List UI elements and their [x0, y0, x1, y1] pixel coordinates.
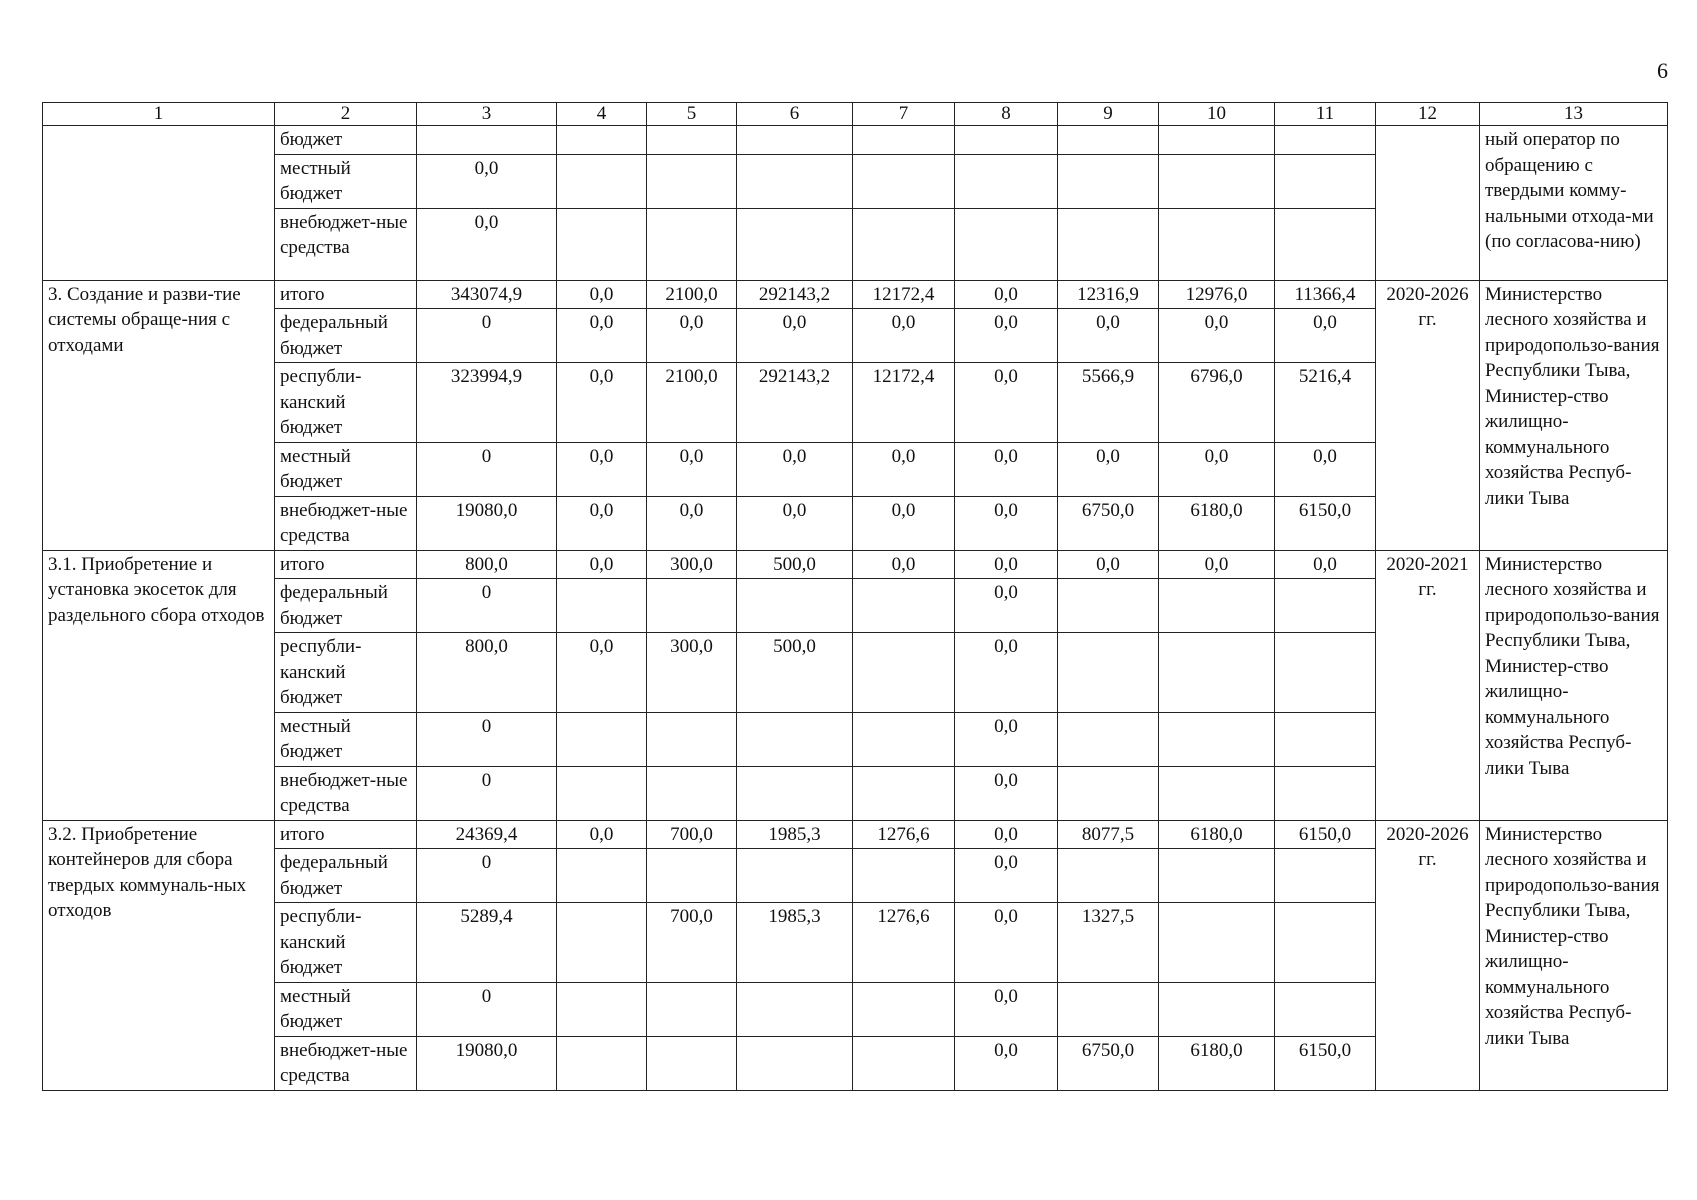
amount-cell	[1275, 208, 1376, 280]
amount-cell: 6180,0	[1159, 496, 1275, 550]
amount-cell	[853, 982, 955, 1036]
amount-cell	[853, 849, 955, 903]
column-header: 10	[1159, 103, 1275, 126]
amount-cell	[557, 579, 647, 633]
amount-cell	[1058, 849, 1159, 903]
period-cell	[1376, 126, 1480, 281]
amount-cell: 0,0	[955, 982, 1058, 1036]
responsible-cell: Министерство лесного хозяйства и природопользо-вания Республики Тыва, Министер-ство жилищно-коммунального хозяйства Респуб-лики Тыва	[1480, 280, 1668, 550]
amount-cell	[853, 154, 955, 208]
amount-cell	[1058, 712, 1159, 766]
amount-cell	[1159, 849, 1275, 903]
amount-cell: 0,0	[1159, 442, 1275, 496]
amount-cell: 0,0	[955, 579, 1058, 633]
amount-cell: 5216,4	[1275, 363, 1376, 443]
amount-cell: 0,0	[557, 309, 647, 363]
amount-cell: 0,0	[955, 280, 1058, 309]
amount-cell: 0,0	[853, 309, 955, 363]
amount-cell: 0,0	[417, 154, 557, 208]
table-row	[43, 126, 1668, 155]
amount-cell: 0	[417, 309, 557, 363]
amount-cell: 0,0	[647, 496, 737, 550]
amount-cell	[853, 712, 955, 766]
amount-cell: 300,0	[647, 633, 737, 713]
amount-cell: 0,0	[1058, 442, 1159, 496]
amount-cell: 0,0	[1058, 309, 1159, 363]
amount-cell: 0	[417, 849, 557, 903]
column-header: 6	[737, 103, 853, 126]
amount-cell: 5566,9	[1058, 363, 1159, 443]
activity-cell: 3.2. Приобретение контейнеров для сбора твердых коммуналь-ных отходов	[43, 820, 275, 1090]
amount-cell	[1058, 208, 1159, 280]
funding-source: итого	[275, 550, 417, 579]
amount-cell: 323994,9	[417, 363, 557, 443]
amount-cell: 8077,5	[1058, 820, 1159, 849]
funding-source: местный бюджет	[275, 982, 417, 1036]
period-cell: 2020-2026 гг.	[1376, 820, 1480, 1090]
column-header: 1	[43, 103, 275, 126]
amount-cell: 500,0	[737, 550, 853, 579]
amount-cell	[1058, 579, 1159, 633]
amount-cell: 0,0	[557, 496, 647, 550]
amount-cell	[737, 849, 853, 903]
amount-cell	[1058, 633, 1159, 713]
amount-cell	[647, 579, 737, 633]
amount-cell: 700,0	[647, 820, 737, 849]
amount-cell: 0,0	[955, 363, 1058, 443]
amount-cell	[737, 982, 853, 1036]
amount-cell: 1985,3	[737, 820, 853, 849]
amount-cell: 12976,0	[1159, 280, 1275, 309]
amount-cell: 0,0	[557, 550, 647, 579]
amount-cell	[557, 208, 647, 280]
amount-cell: 0,0	[955, 442, 1058, 496]
amount-cell	[737, 1036, 853, 1090]
column-header: 11	[1275, 103, 1376, 126]
amount-cell	[417, 126, 557, 155]
amount-cell: 2100,0	[647, 363, 737, 443]
amount-cell: 292143,2	[737, 363, 853, 443]
funding-source: республи-канский бюджет	[275, 363, 417, 443]
funding-source: внебюджет-ные средства	[275, 496, 417, 550]
amount-cell	[853, 766, 955, 820]
amount-cell	[737, 766, 853, 820]
funding-source: местный бюджет	[275, 442, 417, 496]
amount-cell: 0,0	[853, 442, 955, 496]
amount-cell: 0,0	[557, 820, 647, 849]
amount-cell: 500,0	[737, 633, 853, 713]
amount-cell: 0	[417, 982, 557, 1036]
amount-cell	[853, 579, 955, 633]
budget-table	[42, 102, 1668, 1091]
column-header: 9	[1058, 103, 1159, 126]
amount-cell	[1159, 903, 1275, 983]
funding-source: федеральный бюджет	[275, 849, 417, 903]
column-header: 12	[1376, 103, 1480, 126]
amount-cell: 0,0	[557, 280, 647, 309]
amount-cell: 300,0	[647, 550, 737, 579]
amount-cell: 0,0	[1275, 309, 1376, 363]
amount-cell: 6150,0	[1275, 496, 1376, 550]
amount-cell: 800,0	[417, 633, 557, 713]
amount-cell: 6180,0	[1159, 820, 1275, 849]
amount-cell: 292143,2	[737, 280, 853, 309]
period-cell: 2020-2026 гг.	[1376, 280, 1480, 550]
amount-cell: 6150,0	[1275, 820, 1376, 849]
amount-cell: 0,0	[1159, 309, 1275, 363]
column-header: 8	[955, 103, 1058, 126]
amount-cell	[1275, 579, 1376, 633]
activity-cell: 3.1. Приобретение и установка экосеток для раздельного сбора отходов	[43, 550, 275, 820]
amount-cell: 0,0	[955, 820, 1058, 849]
amount-cell	[647, 849, 737, 903]
amount-cell: 24369,4	[417, 820, 557, 849]
amount-cell: 6750,0	[1058, 496, 1159, 550]
amount-cell	[737, 154, 853, 208]
table-row	[43, 280, 1668, 309]
funding-source: внебюджет-ные средства	[275, 1036, 417, 1090]
amount-cell	[1159, 154, 1275, 208]
amount-cell: 0,0	[417, 208, 557, 280]
column-header: 13	[1480, 103, 1668, 126]
amount-cell: 700,0	[647, 903, 737, 983]
activity-cell	[43, 126, 275, 281]
amount-cell: 11366,4	[1275, 280, 1376, 309]
amount-cell: 0,0	[737, 442, 853, 496]
column-header: 7	[853, 103, 955, 126]
amount-cell	[647, 766, 737, 820]
amount-cell: 12316,9	[1058, 280, 1159, 309]
column-header: 5	[647, 103, 737, 126]
amount-cell: 6180,0	[1159, 1036, 1275, 1090]
amount-cell: 12172,4	[853, 363, 955, 443]
amount-cell: 0,0	[955, 849, 1058, 903]
amount-cell: 0,0	[1275, 550, 1376, 579]
amount-cell	[1275, 766, 1376, 820]
period-cell: 2020-2021 гг.	[1376, 550, 1480, 820]
amount-cell: 0,0	[955, 712, 1058, 766]
funding-source: федеральный бюджет	[275, 309, 417, 363]
amount-cell	[1275, 633, 1376, 713]
amount-cell: 12172,4	[853, 280, 955, 309]
table-row	[43, 820, 1668, 849]
amount-cell: 0,0	[955, 550, 1058, 579]
funding-source: итого	[275, 820, 417, 849]
amount-cell	[557, 849, 647, 903]
amount-cell: 0,0	[1159, 550, 1275, 579]
amount-cell	[557, 712, 647, 766]
amount-cell: 800,0	[417, 550, 557, 579]
amount-cell: 1276,6	[853, 820, 955, 849]
amount-cell	[1058, 154, 1159, 208]
funding-source: федеральный бюджет	[275, 579, 417, 633]
funding-source: бюджет	[275, 126, 417, 155]
amount-cell	[1159, 712, 1275, 766]
funding-source: местный бюджет	[275, 712, 417, 766]
amount-cell	[955, 154, 1058, 208]
amount-cell	[647, 208, 737, 280]
amount-cell: 0,0	[853, 496, 955, 550]
amount-cell	[1275, 154, 1376, 208]
amount-cell: 0,0	[557, 633, 647, 713]
funding-source: республи-канский бюджет	[275, 903, 417, 983]
amount-cell	[1058, 766, 1159, 820]
amount-cell: 0,0	[1058, 550, 1159, 579]
amount-cell: 0,0	[557, 363, 647, 443]
amount-cell	[1275, 126, 1376, 155]
amount-cell: 0,0	[955, 309, 1058, 363]
amount-cell: 0,0	[647, 309, 737, 363]
amount-cell	[955, 126, 1058, 155]
amount-cell	[1159, 633, 1275, 713]
amount-cell: 0,0	[557, 442, 647, 496]
amount-cell: 19080,0	[417, 496, 557, 550]
amount-cell	[557, 1036, 647, 1090]
amount-cell	[647, 1036, 737, 1090]
header-row	[43, 103, 1668, 126]
amount-cell	[1058, 982, 1159, 1036]
amount-cell	[1159, 208, 1275, 280]
amount-cell: 0	[417, 712, 557, 766]
amount-cell: 0,0	[737, 496, 853, 550]
amount-cell: 0,0	[955, 496, 1058, 550]
amount-cell	[557, 766, 647, 820]
amount-cell: 0,0	[1275, 442, 1376, 496]
amount-cell: 6750,0	[1058, 1036, 1159, 1090]
amount-cell: 2100,0	[647, 280, 737, 309]
amount-cell	[737, 126, 853, 155]
amount-cell	[737, 579, 853, 633]
amount-cell	[557, 154, 647, 208]
amount-cell	[1058, 126, 1159, 155]
column-header: 4	[557, 103, 647, 126]
amount-cell	[1159, 579, 1275, 633]
amount-cell	[557, 126, 647, 155]
funding-source: республи-канский бюджет	[275, 633, 417, 713]
amount-cell: 0,0	[955, 766, 1058, 820]
responsible-cell: ный оператор по обращению с твердыми комму-нальными отхода-ми (по согласова-нию)	[1480, 126, 1668, 281]
amount-cell	[557, 903, 647, 983]
amount-cell: 19080,0	[417, 1036, 557, 1090]
activity-cell: 3. Создание и разви-тие системы обраще-ния с отходами	[43, 280, 275, 550]
amount-cell: 0,0	[955, 903, 1058, 983]
amount-cell	[647, 982, 737, 1036]
responsible-cell: Министерство лесного хозяйства и природопользо-вания Республики Тыва, Министер-ство жилищно-коммунального хозяйства Респуб-лики Тыва	[1480, 550, 1668, 820]
amount-cell: 5289,4	[417, 903, 557, 983]
amount-cell	[647, 712, 737, 766]
amount-cell	[1275, 903, 1376, 983]
amount-cell	[955, 208, 1058, 280]
amount-cell: 343074,9	[417, 280, 557, 309]
funding-source: итого	[275, 280, 417, 309]
amount-cell: 0	[417, 766, 557, 820]
page-number: 6	[1657, 58, 1668, 83]
amount-cell: 0,0	[955, 633, 1058, 713]
amount-cell	[1275, 982, 1376, 1036]
amount-cell: 1276,6	[853, 903, 955, 983]
amount-cell: 0,0	[737, 309, 853, 363]
amount-cell	[853, 1036, 955, 1090]
amount-cell	[853, 633, 955, 713]
amount-cell	[647, 154, 737, 208]
amount-cell	[737, 208, 853, 280]
table-row	[43, 550, 1668, 579]
funding-source: внебюджет-ные средства	[275, 766, 417, 820]
amount-cell	[1159, 126, 1275, 155]
amount-cell	[1275, 849, 1376, 903]
column-header: 3	[417, 103, 557, 126]
amount-cell	[647, 126, 737, 155]
funding-source: внебюджет-ные средства	[275, 208, 417, 280]
amount-cell: 0	[417, 442, 557, 496]
amount-cell: 1985,3	[737, 903, 853, 983]
amount-cell: 1327,5	[1058, 903, 1159, 983]
column-header: 2	[275, 103, 417, 126]
amount-cell: 0,0	[955, 1036, 1058, 1090]
amount-cell	[1159, 766, 1275, 820]
amount-cell: 0	[417, 579, 557, 633]
amount-cell	[1159, 982, 1275, 1036]
amount-cell	[853, 208, 955, 280]
amount-cell: 6796,0	[1159, 363, 1275, 443]
funding-source: местный бюджет	[275, 154, 417, 208]
amount-cell	[737, 712, 853, 766]
amount-cell: 6150,0	[1275, 1036, 1376, 1090]
amount-cell	[853, 126, 955, 155]
amount-cell: 0,0	[853, 550, 955, 579]
responsible-cell: Министерство лесного хозяйства и природопользо-вания Республики Тыва, Министер-ство жилищно-коммунального хозяйства Респуб-лики Тыва	[1480, 820, 1668, 1090]
amount-cell	[557, 982, 647, 1036]
amount-cell	[1275, 712, 1376, 766]
amount-cell: 0,0	[647, 442, 737, 496]
